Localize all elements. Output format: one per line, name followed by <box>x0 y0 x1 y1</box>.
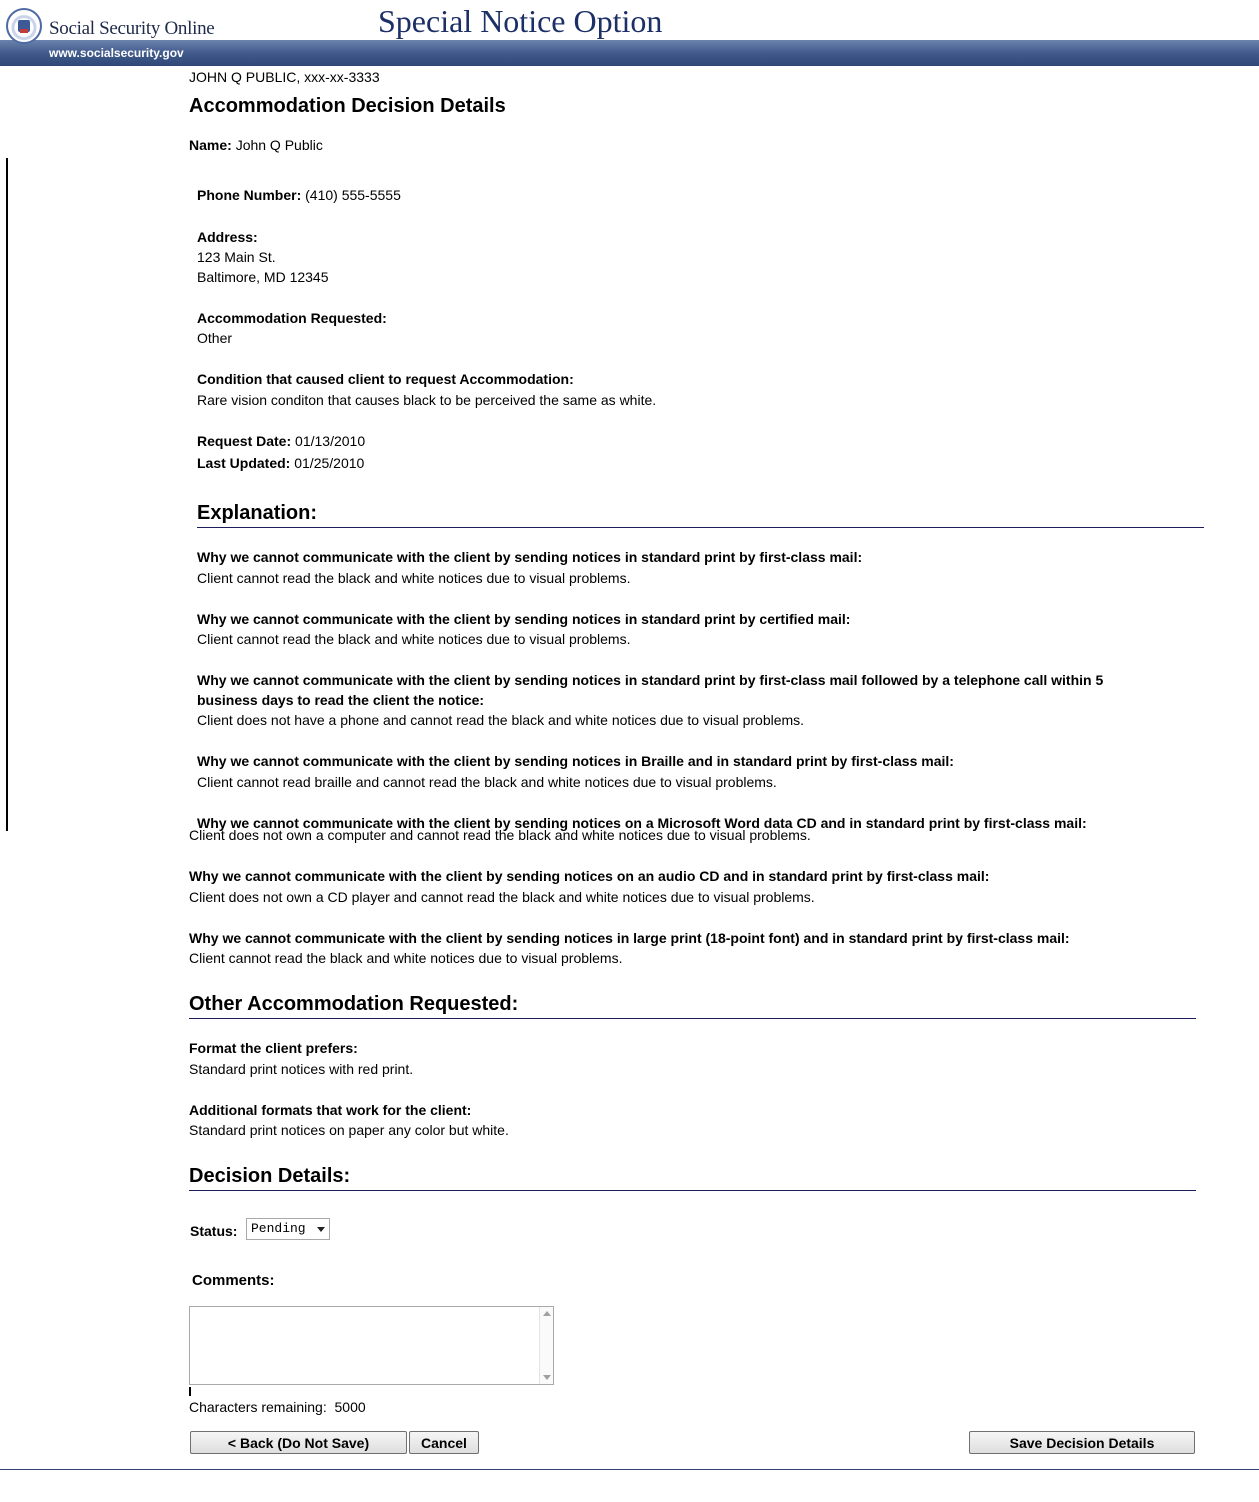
explanation-divider <box>197 527 1204 528</box>
last-updated-label: Last Updated: <box>197 455 291 471</box>
last-updated-value: 01/25/2010 <box>294 455 365 471</box>
scroll-down-icon[interactable] <box>543 1375 551 1380</box>
status-select-value: Pending <box>251 1221 306 1236</box>
scroll-up-icon[interactable] <box>543 1311 551 1316</box>
address-label: Address: <box>197 229 258 245</box>
explanation-question: Why we cannot communicate with the client by sending notices in large print (18-point font) and in standard print by first-class mail: <box>189 930 1070 946</box>
additional-formats-label: Additional formats that work for the client: <box>189 1102 472 1118</box>
site-title[interactable]: Social Security Online <box>49 18 215 39</box>
explanation-question: Why we cannot communicate with the client by sending notices on an audio CD and in standard print by first-class mail: <box>189 868 990 884</box>
ssa-seal-icon[interactable] <box>6 8 42 44</box>
explanation-answer: Client cannot read the black and white notices due to visual problems. <box>189 950 623 966</box>
explanation-answer: Client does not own a computer and cannot read the black and white notices due to visual problems. <box>189 827 811 843</box>
comments-scrollbar[interactable] <box>539 1307 553 1384</box>
comments-textarea[interactable] <box>189 1306 554 1385</box>
explanation-question: Why we cannot communicate with the client by sending notices in Braille and in standard print by first-class mail: <box>197 753 954 769</box>
characters-remaining <box>189 1397 366 1417</box>
left-divider <box>6 158 8 831</box>
site-header <box>0 0 1259 66</box>
phone-value: (410) 555-5555 <box>305 187 401 203</box>
save-button[interactable]: Save Decision Details <box>969 1431 1195 1454</box>
chars-remaining-label: Characters remaining: <box>189 1399 327 1415</box>
explanation-answer: Client does not own a CD player and cannot read the black and white notices due to visual problems. <box>189 889 815 905</box>
phone-label: Phone Number: <box>197 187 302 203</box>
explanation-question: Why we cannot communicate with the client by sending notices in standard print by first-class mail followed by a telephone call within 5 <box>197 672 1104 688</box>
explanation-answer: Client cannot read the black and white notices due to visual problems. <box>197 631 631 647</box>
condition-value: Rare vision conditon that causes black to be perceived the same as white. <box>197 392 657 408</box>
name-value: John Q Public <box>235 137 323 153</box>
comments-label: Comments: <box>192 1272 275 1289</box>
request-date-value: 01/13/2010 <box>295 433 366 449</box>
last-updated-row <box>197 453 364 473</box>
request-date-row <box>197 431 365 451</box>
condition-label: Condition that caused client to request Accommodation: <box>197 371 574 387</box>
explanation-answer: Client cannot read the black and white notices due to visual problems. <box>197 570 631 586</box>
address-line2: Baltimore, MD 12345 <box>197 269 329 285</box>
decision-heading: Decision Details: <box>189 1165 351 1187</box>
accommodation-label: Accommodation Requested: <box>197 310 387 326</box>
address-line1: 123 Main St. <box>197 249 276 265</box>
explanation-question: Why we cannot communicate with the client by sending notices in standard print by first-class mail: <box>197 549 863 565</box>
site-url[interactable]: www.socialsecurity.gov <box>49 46 184 60</box>
status-label: Status: <box>190 1223 238 1239</box>
explanation-question: Why we cannot communicate with the client by sending notices in standard print by certified mail: <box>197 611 851 627</box>
other-accommodation-heading: Other Accommodation Requested: <box>189 993 519 1015</box>
name-row <box>189 135 323 155</box>
explanation-answer: Client cannot read braille and cannot read the black and white notices due to visual problems. <box>197 774 777 790</box>
cancel-button[interactable]: Cancel <box>409 1431 479 1454</box>
other-divider <box>189 1018 1196 1019</box>
request-date-label: Request Date: <box>197 433 292 449</box>
resize-handle <box>189 1387 191 1396</box>
additional-formats-value: Standard print notices on paper any color but white. <box>189 1122 509 1138</box>
format-value: Standard print notices with red print. <box>189 1061 414 1077</box>
explanation-question: Why we cannot communicate with the client by sending notices on a Microsoft Word data CD and in standard print by first-class mail: <box>197 815 1087 831</box>
status-select[interactable] <box>246 1218 330 1240</box>
format-label: Format the client prefers: <box>189 1040 358 1056</box>
explanation-question-cont: business days to read the client the notice: <box>197 692 485 708</box>
chevron-down-icon[interactable] <box>317 1227 325 1232</box>
client-identifier: JOHN Q PUBLIC, xxx-xx-3333 <box>189 69 380 85</box>
accommodation-value: Other <box>197 330 233 346</box>
name-label: Name: <box>189 137 232 153</box>
chars-remaining-value: 5000 <box>334 1399 366 1415</box>
explanation-heading: Explanation: <box>197 502 318 524</box>
explanation-answer: Client does not have a phone and cannot read the black and white notices due to visual problems. <box>197 712 805 728</box>
phone-row <box>197 185 401 205</box>
header-bar <box>0 40 1259 66</box>
decision-divider <box>189 1190 1196 1191</box>
back-button[interactable]: < Back (Do Not Save) <box>190 1431 407 1454</box>
section-title: Accommodation Decision Details <box>189 95 506 117</box>
page-title: Special Notice Option <box>378 3 663 39</box>
footer-divider <box>0 1469 1259 1470</box>
